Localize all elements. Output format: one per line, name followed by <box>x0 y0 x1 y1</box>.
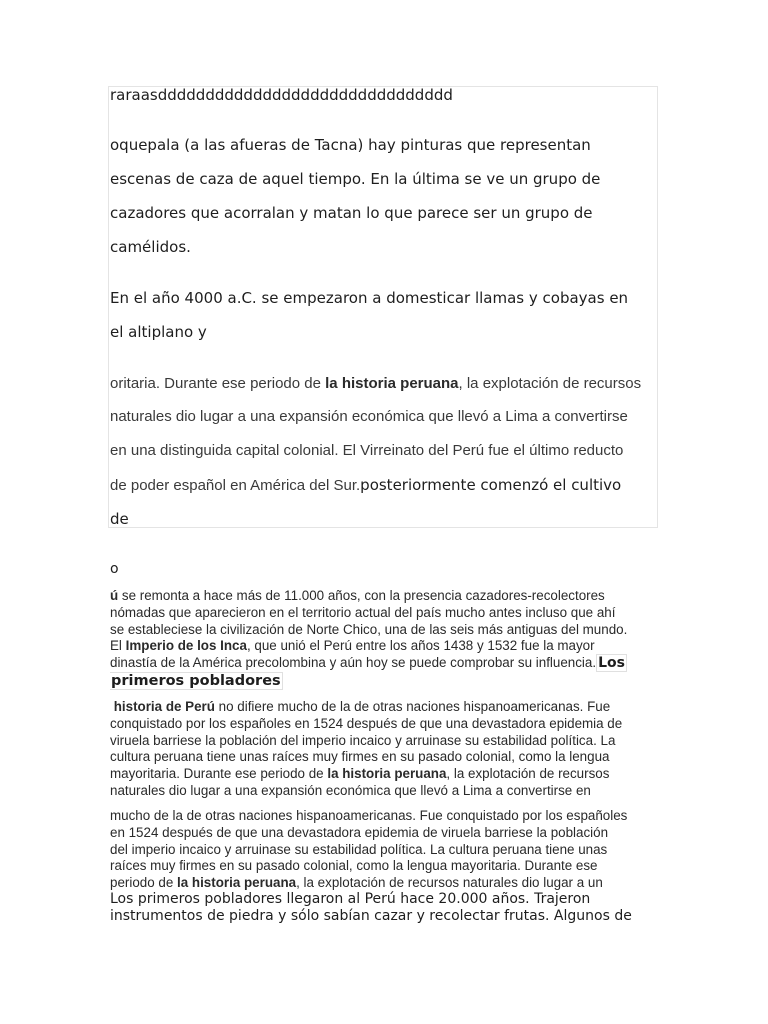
bold-text: la historia peruana <box>325 375 459 392</box>
bold-text: historia de Perú <box>113 699 215 714</box>
section-heading-text: primeros pobladores <box>111 673 281 689</box>
paragraph <box>110 588 627 672</box>
paragraph-line: nómadas que aparecieron en el territorio actual del país mucho antes incluso que ahí <box>110 604 616 620</box>
paragraph-line: camélidos. <box>110 238 191 256</box>
paragraph-line <box>110 375 641 392</box>
text-run: , la explotación de recursos <box>446 766 610 782</box>
bold-text: la historia peruana <box>177 875 297 891</box>
paragraph-line: naturales dio lugar a una expansión económica que llevó a Lima a convertirse <box>110 408 628 425</box>
paragraph-line <box>110 655 627 672</box>
paragraph-line <box>110 766 622 783</box>
header-line: raraasddddddddddddddddddddddddddddddd <box>110 86 453 104</box>
bold-text: Imperio de los Inca <box>125 638 247 654</box>
text-run: El <box>110 638 126 654</box>
text-run: posteriormente comenzó el cultivo <box>360 476 622 494</box>
paragraph-line <box>110 588 627 605</box>
text-run: , la explotación de recursos <box>458 375 642 392</box>
paragraph-line: Los primeros pobladores llegaron al Perú hace 20.000 años. Trajeron <box>110 891 591 907</box>
text-run: mayoritaria. Durante ese periodo de <box>110 766 328 782</box>
text-run: de poder español en América del Sur. <box>110 477 361 494</box>
text-run: oritaria. Durante ese periodo de <box>110 375 326 392</box>
bold-text: la historia peruana <box>327 766 447 782</box>
paragraph-line <box>110 875 627 892</box>
paragraph-line: oquepala (a las afueras de Tacna) hay pinturas que representan <box>110 136 591 154</box>
single-letter-line: o <box>110 561 119 577</box>
paragraph-line: mucho de la de otras naciones hispanoamericanas. Fue conquistado por los españoles <box>110 808 628 823</box>
paragraph-line <box>110 638 627 655</box>
paragraph-line: se estableciese la civilización de Norte Chico, una de las seis más antiguas del mundo. <box>110 621 628 637</box>
paragraph-line: En el año 4000 a.C. se empezaron a domesticar llamas y cobayas en <box>110 289 629 307</box>
paragraph-line: instrumentos de piedra y sólo sabían cazar y recolectar frutas. Algunos de <box>110 908 632 924</box>
text-run: , que unió el Perú entre los años 1438 y 1532 fue la mayor <box>246 638 595 654</box>
paragraph-line: el altiplano y <box>110 323 207 341</box>
text-run: , la explotación de recursos naturales dio lugar a un <box>296 875 603 891</box>
bold-text: ú <box>110 588 119 603</box>
paragraph-line: en una distinguida capital colonial. El Virreinato del Perú fue el último reducto <box>110 442 624 459</box>
paragraph-line: conquistado por los españoles en 1524 después de que una devastadora epidemia de <box>110 715 623 731</box>
paragraph <box>110 699 622 800</box>
paragraph-line: de <box>110 510 129 528</box>
paragraph <box>110 891 632 925</box>
paragraph-line: raíces muy firmes en su pasado colonial, como la lengua mayoritaria. Durante ese <box>110 858 598 874</box>
paragraph-line <box>110 476 621 494</box>
section-heading <box>110 673 283 689</box>
text-run: se remonta a hace más de 11.000 años, con la presencia cazadores-recolectores <box>118 588 605 603</box>
section-heading: Los <box>598 655 625 672</box>
paragraph-line: naturales dio lugar a una expansión económica que llevó a Lima a convertirse en <box>110 782 591 798</box>
paragraph <box>110 808 627 892</box>
paragraph-line: escenas de caza de aquel tiempo. En la última se ve un grupo de <box>110 170 601 188</box>
paragraph-line: viruela barriese la población del imperio incaico y arruinase su estabilidad política. La <box>110 732 616 748</box>
paragraph-line: en 1524 después de que una devastadora epidemia de viruela barriese la población <box>110 824 609 840</box>
text-run: dinastía de la América precolombina y aún hoy se puede comprobar su influencia. <box>110 655 597 671</box>
paragraph-line <box>110 699 622 716</box>
paragraph-line: cultura peruana tiene unas raíces muy firmes en su pasado colonial, como la lengua <box>110 749 610 765</box>
text-run: no difiere mucho de la de otras naciones hispanoamericanas. Fue <box>214 699 611 714</box>
paragraph-line: cazadores que acorralan y matan lo que parece ser un grupo de <box>110 204 593 222</box>
paragraph-line: del imperio incaico y arruinase su estabilidad política. La cultura peruana tiene unas <box>110 841 608 857</box>
text-run: periodo de <box>110 875 178 891</box>
